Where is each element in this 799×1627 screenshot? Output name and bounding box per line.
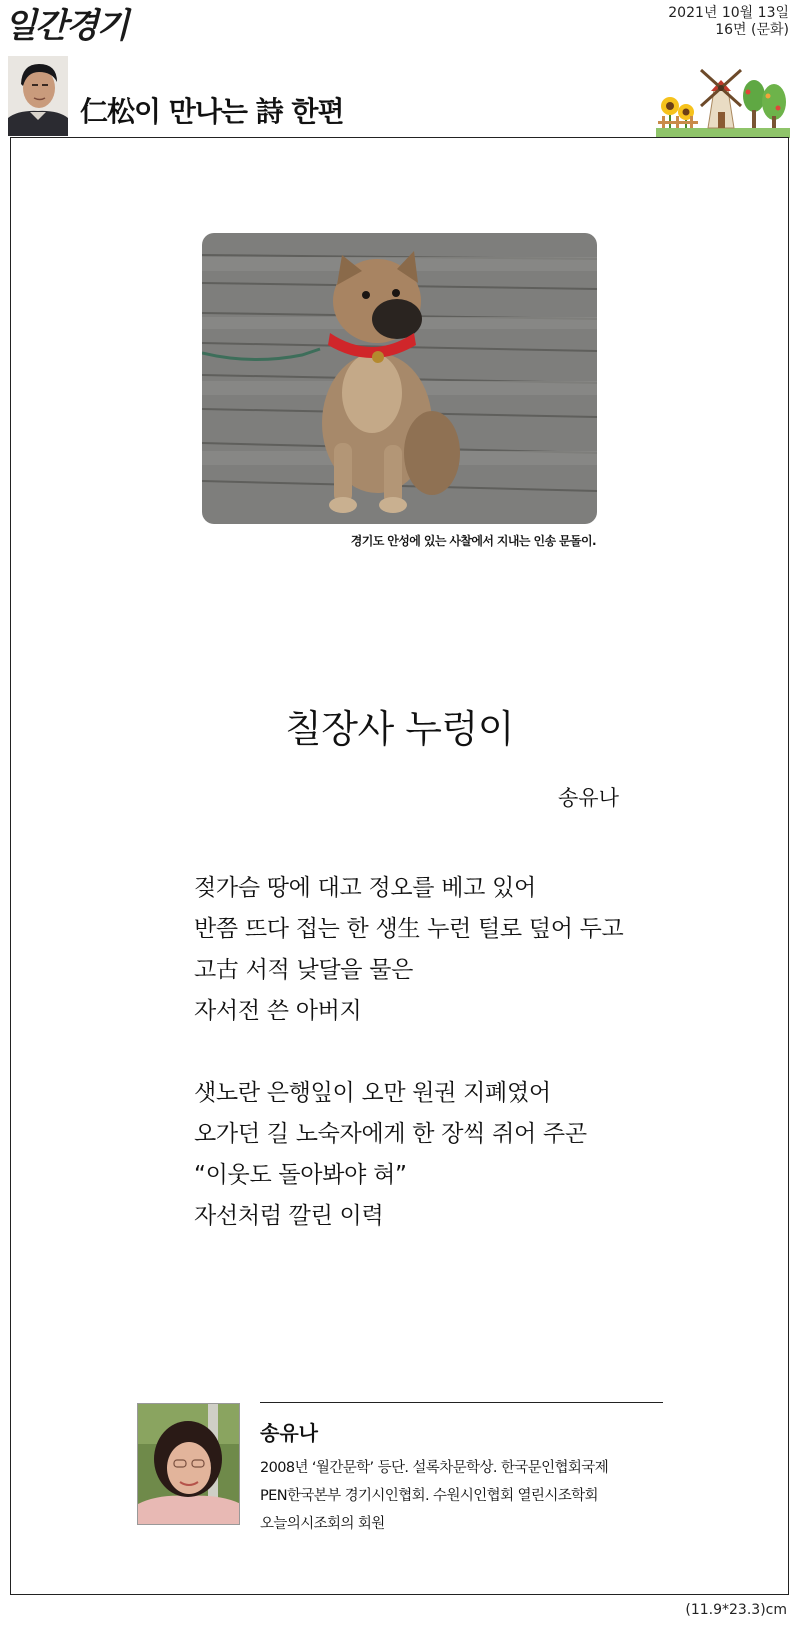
poem-line: “이웃도 돌아봐야 혀” [194, 1162, 407, 1188]
bio-text [260, 1454, 670, 1538]
poem-author: 송유나 [558, 786, 619, 810]
poem-line: 오가던 길 노숙자에게 한 장씩 쥐어 주곤 [194, 1121, 587, 1147]
issue-date: 2021년 10월 13일 [668, 5, 789, 21]
stanza-break [194, 1032, 714, 1073]
poem-line: 반쯤 뜨다 접는 한 생生 누런 털로 덮어 두고 [194, 916, 624, 942]
issue-page-section: 16면 (문화) [715, 22, 789, 38]
bio-author-name: 송유나 [260, 1421, 318, 1445]
clipping-size-note: (11.9*23.3)cm [685, 1602, 787, 1618]
bio-line: 2008년 ‘월간문학’ 등단. 설록차문학상. 한국문인협회국제 [260, 1460, 609, 1476]
photo-caption: 경기도 안성에 있는 사찰에서 지내는 인송 문돌이. [350, 534, 596, 548]
poem-line: 고古 서적 낮달을 물은 [194, 957, 414, 983]
author-photo [137, 1403, 240, 1525]
poem-line: 젖가슴 땅에 대고 정오를 베고 있어 [194, 875, 536, 901]
poem-body [194, 868, 714, 1237]
poem-line: 자선처럼 깔린 이력 [194, 1203, 384, 1229]
bio-line: 오늘의시조회의 회원 [260, 1516, 385, 1532]
puppy-photo [202, 233, 597, 524]
windmill-illustration [656, 66, 790, 138]
poem-line: 샛노란 은행잎이 오만 원권 지폐였어 [194, 1080, 551, 1106]
columnist-photo [8, 56, 68, 136]
column-title: 仁松이 만나는 詩 한편 [80, 95, 344, 128]
bio-divider [260, 1402, 663, 1403]
poem-title: 칠장사 누렁이 [285, 707, 514, 751]
newspaper-logo: 일간경기 [4, 6, 128, 46]
bio-line: PEN한국본부 경기시인협회. 수원시인협회 열린시조학회 [260, 1488, 598, 1504]
poem-line: 자서전 쓴 아버지 [194, 998, 362, 1024]
